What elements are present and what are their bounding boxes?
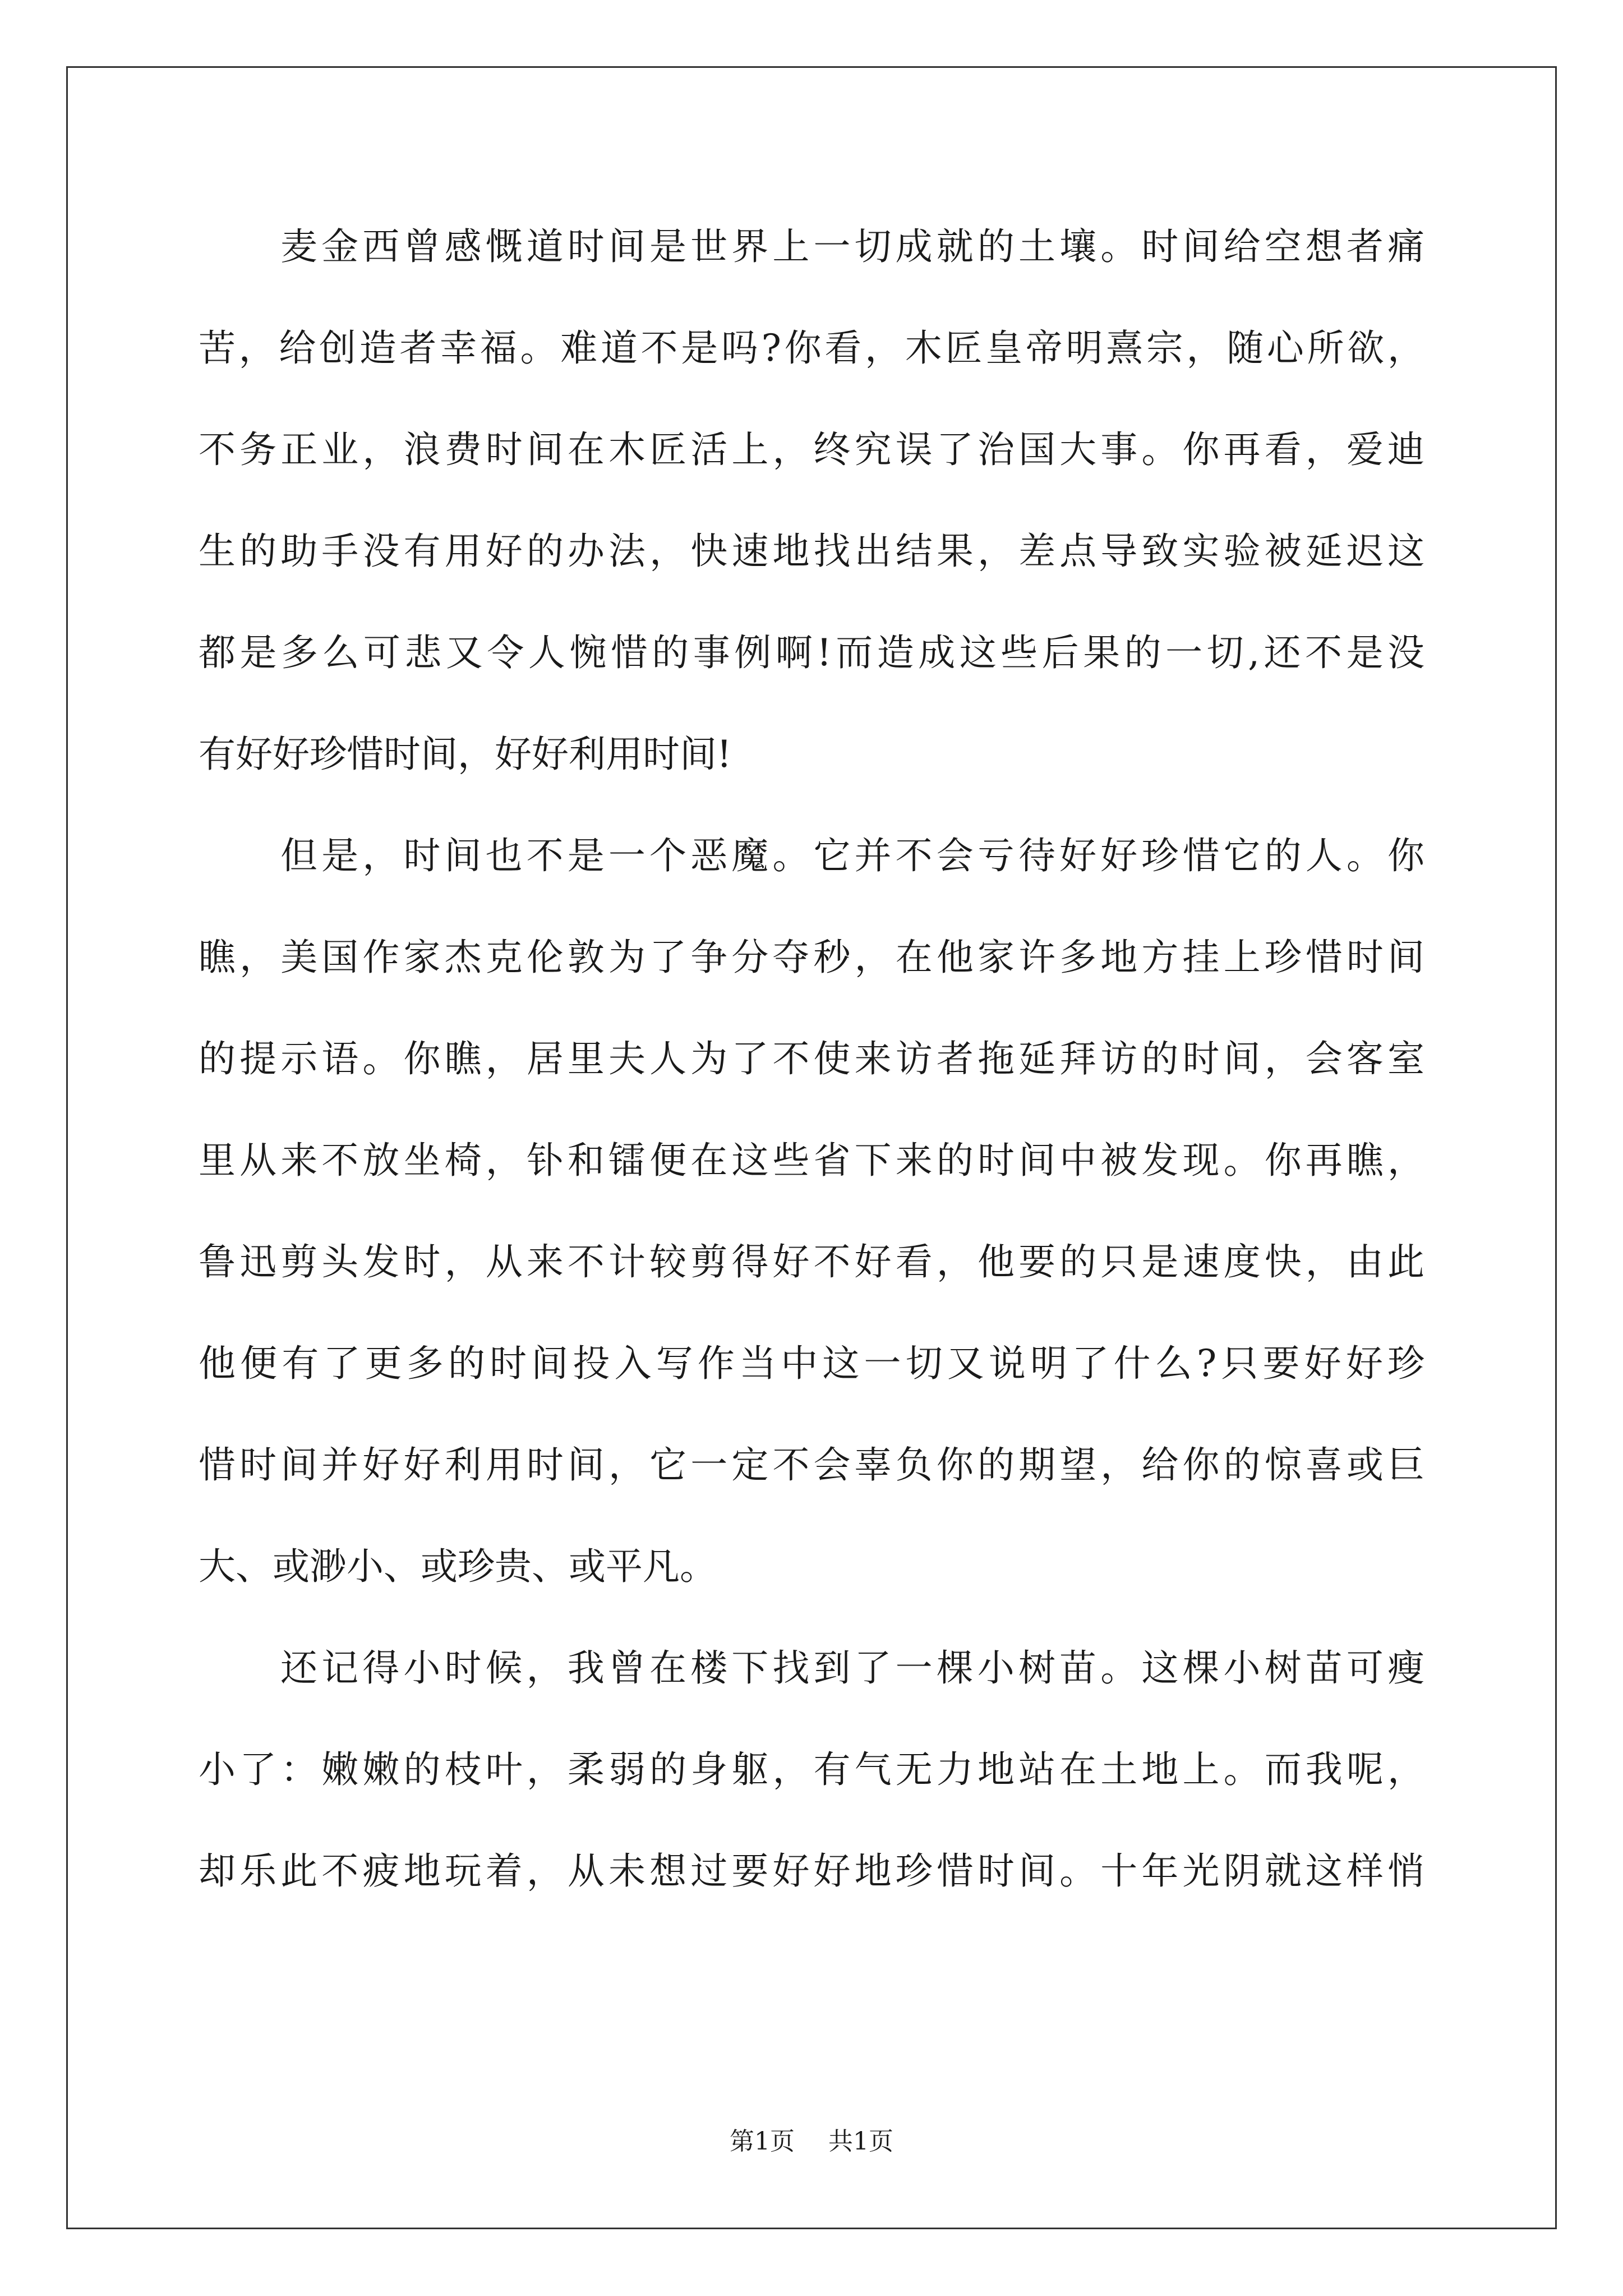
paragraph-1-line-6: 有好好珍惜时间，好好利用时间! [199,733,732,776]
paragraph-3-line-1: 还记得小时候，我曾在楼下找到了一棵小树苗。这棵小树苗可瘦 [280,1646,1424,1690]
paragraph-1-line-4: 生的助手没有用好的办法，快速地找出结果，差点导致实验被延迟这 [199,530,1424,573]
page-footer [0,2125,1623,2159]
paragraph-1-line-5: 都是多么可悲又令人惋惜的事例啊!而造成这些后果的一切,还不是没 [199,631,1424,674]
paragraph-3-line-2: 小了：嫩嫩的枝叶，柔弱的身躯，有气无力地站在土地上。而我呢， [199,1748,1424,1791]
paragraph-1-line-2: 苦，给创造者幸福。难道不是吗?你看，木匠皇帝明熹宗，随心所欲， [199,326,1424,370]
paragraph-2-line-5: 鲁迅剪头发时，从来不计较剪得好不好看，他要的只是速度快，由此 [199,1240,1424,1283]
paragraph-2-line-1: 但是，时间也不是一个恶魔。它并不会亏待好好珍惜它的人。你 [280,834,1424,877]
paragraph-2-line-4: 里从来不放坐椅，钋和镭便在这些省下来的时间中被发现。你再瞧， [199,1139,1424,1182]
paragraph-3-line-3: 却乐此不疲地玩着，从未想过要好好地珍惜时间。十年光阴就这样悄 [199,1849,1424,1893]
paragraph-2-line-8: 大、或渺小、或珍贵、或平凡。 [199,1545,717,1588]
paragraph-2-line-3: 的提示语。你瞧，居里夫人为了不使来访者拖延拜访的时间，会客室 [199,1037,1424,1080]
paragraph-2-line-2: 瞧，美国作家杰克伦敦为了争分夺秒，在他家许多地方挂上珍惜时间 [199,936,1424,979]
paragraph-2-line-6: 他便有了更多的时间投入写作当中这一切又说明了什么?只要好好珍 [199,1342,1424,1385]
document-body [199,219,1424,1945]
page-number-total: 共1页 [828,2127,893,2156]
paragraph-1-line-3: 不务正业，浪费时间在木匠活上，终究误了治国大事。你再看，爱迪 [199,428,1424,471]
paragraph-1-line-1: 麦金西曾感慨道时间是世界上一切成就的土壤。时间给空想者痛 [280,225,1424,268]
paragraph-2-line-7: 惜时间并好好利用时间，它一定不会辜负你的期望，给你的惊喜或巨 [199,1443,1424,1487]
page-number-current: 第1页 [730,2127,795,2156]
